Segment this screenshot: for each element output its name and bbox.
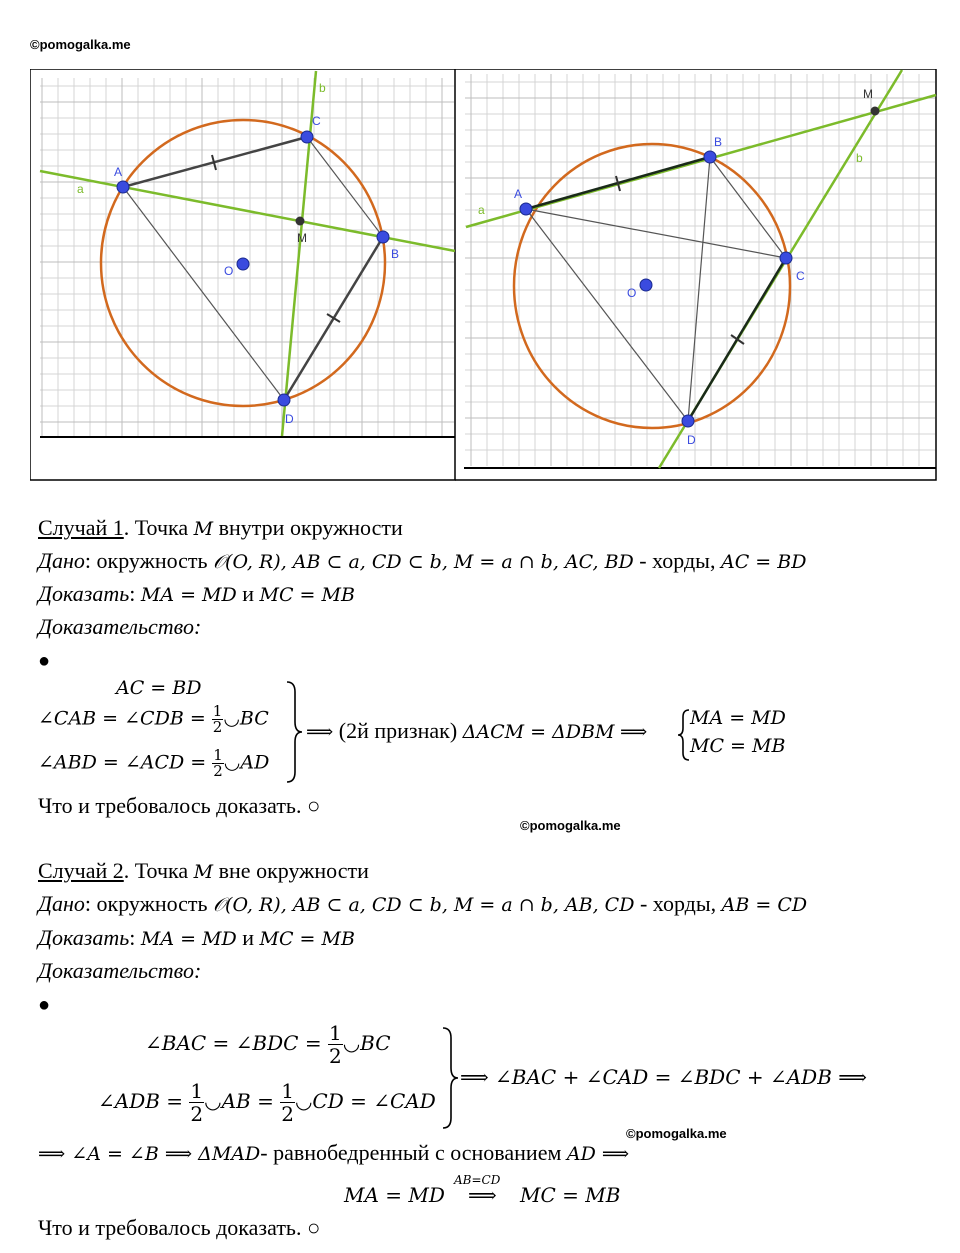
case1-frac-half-1 <box>212 704 224 735</box>
label-d-fig1: D <box>285 412 294 426</box>
watermark-middle: ©pomogalka.me <box>520 818 621 833</box>
frac-den: 2 <box>328 1044 342 1068</box>
case2-sys-line2-b: ◡AB = <box>204 1089 281 1113</box>
frac-den: 2 <box>281 1102 294 1126</box>
case1-impl-math: ΔACM = ΔDBM <box>462 721 615 743</box>
case1-given-colon: : окружность <box>84 548 214 573</box>
point-o-fig2 <box>640 279 652 291</box>
case1-given-math2: AC = BD <box>720 551 807 573</box>
point-m-fig2 <box>871 107 880 116</box>
case1-result1: MA = MD <box>690 707 786 729</box>
figure-case2 <box>455 69 937 481</box>
case2-given-colon: : окружность <box>84 891 214 916</box>
frac-den: 2 <box>213 762 223 780</box>
case1-implication <box>306 718 647 744</box>
case1-given <box>38 546 806 577</box>
case1-title <box>38 513 403 544</box>
frac-num: 1 <box>190 1079 204 1103</box>
point-c-fig1 <box>301 131 313 143</box>
case2-sys-line2-c: ◡CD = ∠CAD <box>294 1089 436 1113</box>
case2-title-rest: . Точка <box>123 858 194 883</box>
frac-num: 1 <box>281 1079 294 1103</box>
case1-given-math1: 𝒪(O, R), AB ⊂ a, CD ⊂ b, M = a ∩ b, AC, BD <box>213 551 634 573</box>
point-b-fig2 <box>704 151 716 163</box>
case2-right-brace <box>440 1026 460 1130</box>
label-m-fig1: M <box>297 231 307 245</box>
point-m-fig1 <box>296 217 305 226</box>
label-c-fig2: C <box>796 269 805 283</box>
case1-frac-half-2 <box>212 748 224 779</box>
case2-given-math1: 𝒪(O, R), AB ⊂ a, CD ⊂ b, M = a ∩ b, AB, CD <box>213 894 635 916</box>
case2-isosceles <box>38 1138 629 1169</box>
frac-den: 2 <box>212 718 223 736</box>
case1-impl-text: (2й признак) <box>333 718 463 743</box>
point-c-fig2 <box>780 252 792 264</box>
case1-sys-line2-a: ∠CAB = ∠CDB = <box>38 707 212 730</box>
case2-prove-and: и <box>236 925 260 950</box>
case1-title-rest: . Точка <box>123 515 194 540</box>
case1-prove-math2: MC = MB <box>259 584 355 606</box>
case1-sys-line2-b: ◡BC <box>223 707 269 730</box>
case2-sys-line2 <box>98 1080 436 1125</box>
case2-given-mid: - хорды, <box>634 891 722 916</box>
watermark-bottom: ©pomogalka.me <box>626 1126 727 1141</box>
case2-frac-half-2 <box>189 1080 204 1125</box>
case1-result2: MC = MB <box>690 735 786 757</box>
case1-proof-label: Доказательство: <box>38 614 202 639</box>
case2-line-b: - равнобедренный с основанием <box>260 1140 567 1165</box>
frac-num: 1 <box>328 1021 342 1045</box>
case2-final-right: MC = MB <box>520 1183 621 1207</box>
label-line-b-fig2: b <box>856 151 863 165</box>
point-d-fig2 <box>682 415 694 427</box>
case2-given <box>38 889 807 920</box>
case1-bullet: ● <box>38 650 51 672</box>
label-a-fig2: A <box>514 187 523 201</box>
frac-den: 2 <box>190 1102 204 1126</box>
case2-sys-line1-b: ◡BC <box>342 1031 391 1055</box>
case2-title-m: M <box>193 861 214 883</box>
case1-given-mid: - хорды, <box>633 548 721 573</box>
case2-sys-line2-a: ∠ADB = <box>98 1089 190 1113</box>
case2-given-label: Дано <box>38 891 85 916</box>
label-line-a-fig1: a <box>77 182 84 196</box>
case1-sys-line1: AC = BD <box>116 677 202 699</box>
case2-line-a: ⟹ ∠A = ∠B ⟹ ΔMAD <box>38 1143 261 1165</box>
point-o-fig1 <box>237 258 249 270</box>
case1-right-brace <box>284 680 304 784</box>
case1-given-label: Дано <box>38 548 85 573</box>
case2-given-math2: AB = CD <box>721 894 808 916</box>
case1-title-label: Случай 1 <box>38 515 124 540</box>
case2-sys-line1-a: ∠BAC = ∠BDC = <box>145 1031 328 1055</box>
case1-sys-line3 <box>38 748 269 779</box>
case1-sys-line2 <box>38 704 269 735</box>
label-b-fig1: B <box>391 247 400 261</box>
case2-prove-math2: MC = MB <box>259 928 355 950</box>
point-b-fig1 <box>377 231 389 243</box>
case2-prove-math1: MA = MD <box>140 928 237 950</box>
label-m-fig2: M <box>863 87 873 101</box>
case1-prove-colon: : <box>129 581 141 606</box>
watermark-top: ©pomogalka.me <box>30 37 131 52</box>
case2-final-left: MA = MD <box>344 1183 445 1207</box>
figure-case1 <box>30 69 456 481</box>
case2-prove-label: Доказать <box>38 925 130 950</box>
case1-qed: Что и требовалось доказать. ○ <box>38 793 321 818</box>
frac-num: 1 <box>213 746 223 764</box>
case2-proof-label: Доказательство: <box>38 958 202 983</box>
label-d-fig2: D <box>687 433 696 447</box>
case1-title-m: M <box>193 518 214 540</box>
case2-frac-half-3 <box>280 1080 295 1125</box>
label-o-fig2: O <box>627 286 637 300</box>
label-a-fig1: A <box>114 165 123 179</box>
case1-impl-arrow-2: ⟹ <box>619 721 648 743</box>
case2-title <box>38 856 369 887</box>
case2-prove-colon: : <box>129 925 141 950</box>
case1-impl-arrow: ⟹ <box>306 721 334 743</box>
case2-qed: Что и требовалось доказать. ○ <box>38 1215 321 1240</box>
point-a-fig2 <box>520 203 532 215</box>
case2-title-label: Случай 2 <box>38 858 124 883</box>
case2-title-end: вне окружности <box>213 858 369 883</box>
case2-final-over: AB=CD <box>454 1173 501 1187</box>
label-o-fig1: O <box>224 264 234 278</box>
point-a-fig1 <box>117 181 129 193</box>
case1-prove-label: Доказать <box>38 581 130 606</box>
case1-left-brace <box>677 708 691 762</box>
case1-sys-line3-b: ◡AD <box>223 751 270 774</box>
case2-prove <box>38 923 355 954</box>
case2-line-c: AD ⟹ <box>566 1143 630 1165</box>
frac-num: 1 <box>212 702 223 720</box>
point-d-fig1 <box>278 394 290 406</box>
case2-final-arrow: ⟹ <box>468 1183 497 1207</box>
case1-sys-line3-a: ∠ABD = ∠ACD = <box>38 751 213 774</box>
label-b-fig2: B <box>714 135 723 149</box>
case1-title-end: внутри окружности <box>213 515 403 540</box>
case2-sys-line1 <box>145 1022 391 1067</box>
case1-prove-and: и <box>236 581 260 606</box>
label-c-fig1: C <box>312 114 321 128</box>
label-line-a-fig2: a <box>478 203 485 217</box>
case1-prove <box>38 579 355 610</box>
case1-prove-math1: MA = MD <box>140 584 237 606</box>
case2-bullet: ● <box>38 994 51 1016</box>
label-line-b-fig1: b <box>319 81 326 95</box>
case2-implication: ⟹ ∠BAC + ∠CAD = ∠BDC + ∠ADB ⟹ <box>460 1065 867 1089</box>
case2-frac-half-1 <box>328 1022 343 1067</box>
